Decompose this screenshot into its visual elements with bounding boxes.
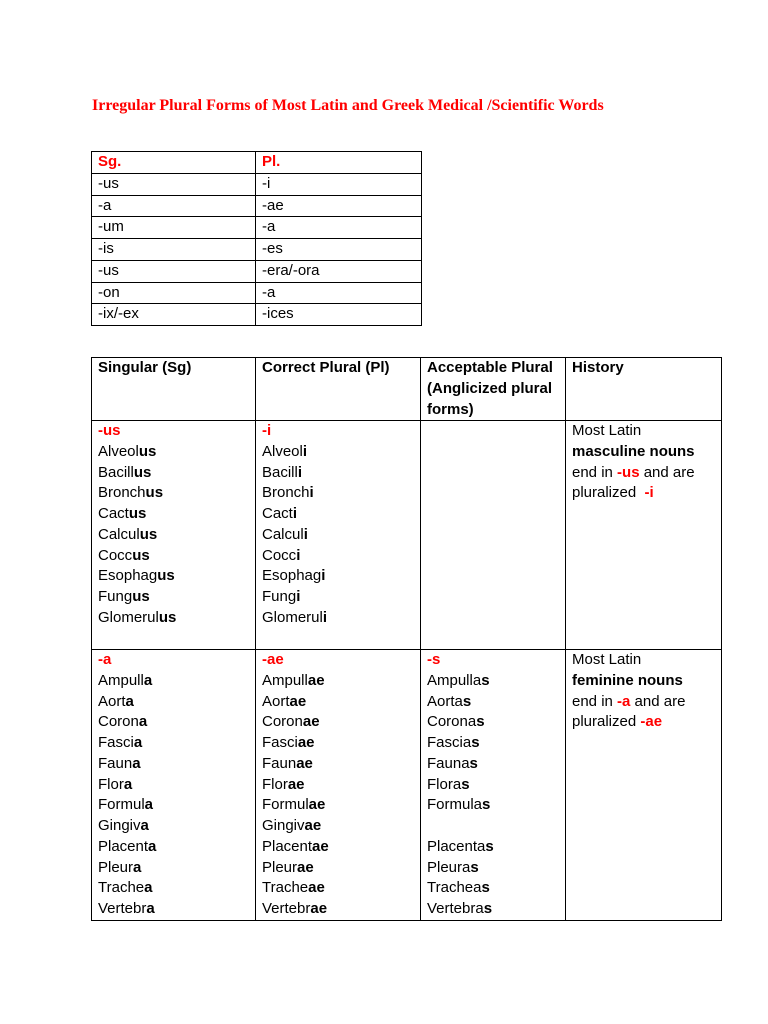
word-ending: i [302, 442, 308, 460]
page-title: Irregular Plural Forms of Most Latin and Greek Medical /Scientific Words [92, 97, 604, 114]
history-text: and are [639, 463, 695, 481]
word-stem: Coron [98, 713, 139, 731]
suffix-singular-cell: -us [92, 174, 256, 196]
correct-plural-word [262, 463, 416, 484]
acceptable-plural-word [427, 483, 561, 504]
header-history: History [566, 358, 722, 421]
word-ending: us [145, 484, 164, 502]
word-stem: Placenta [427, 837, 486, 855]
singular-word [98, 795, 251, 816]
word-ending: s [482, 796, 491, 814]
history-text: Most Latin [572, 422, 642, 439]
singular-column [92, 650, 256, 921]
word-ending: i [296, 546, 301, 564]
acceptable-plural-word [427, 775, 561, 796]
singular-ending: -a [98, 651, 112, 668]
word-stem: Esophag [262, 567, 322, 585]
correct-plural-word [262, 546, 416, 567]
singular-word [98, 442, 251, 463]
word-ending: s [481, 671, 490, 689]
word-ending: s [483, 900, 493, 917]
word-stem: Pleur [98, 858, 134, 876]
suffix-plural-cell: -ices [256, 304, 422, 326]
singular-word [98, 733, 251, 754]
acceptable-plural-column [421, 421, 566, 650]
singular-word [98, 692, 251, 713]
suffix-header-plural: Pl. [256, 152, 422, 174]
word-ending: a [123, 775, 133, 793]
word-stem: Flora [427, 775, 462, 793]
word-ending: a [125, 692, 134, 710]
suffix-singular-cell: -a [92, 196, 256, 218]
acceptable-plural-word [427, 878, 561, 899]
word-stem: Aort [262, 692, 290, 710]
word-ending: us [132, 546, 150, 564]
singular-word [98, 608, 251, 629]
word-ending: ae [304, 817, 322, 834]
correct-plural-word [262, 608, 416, 629]
singular-word [98, 587, 251, 608]
history-line [572, 712, 717, 733]
word-stem: Ampull [262, 671, 308, 689]
history-line [572, 692, 717, 713]
word-ending: i [297, 463, 303, 481]
word-stem: Gingiv [98, 817, 141, 834]
singular-word [98, 504, 251, 525]
correct-plural-word [262, 899, 416, 920]
singular-word [98, 837, 251, 858]
word-stem: Bacill [98, 463, 134, 481]
singular-word [98, 566, 251, 587]
word-stem: Flor [98, 775, 124, 793]
word-stem: Bacill [262, 463, 298, 481]
header-correct-plural: Correct Plural (Pl) [256, 358, 421, 421]
correct-plural-word [262, 692, 416, 713]
suffix-header-singular: Sg. [92, 152, 256, 174]
history-text: end in [572, 692, 618, 710]
history-text: end in [572, 463, 618, 481]
correct-plural-word [262, 566, 416, 587]
correct-plural-word [262, 483, 416, 504]
singular-word [98, 671, 251, 692]
word-stem: Ampulla [427, 671, 482, 689]
word-ending: us [138, 442, 157, 460]
history-text: pluralized [572, 484, 645, 502]
word-ending: s [470, 858, 479, 876]
acceptable-plural-word [427, 566, 561, 587]
suffix-plural-cell: -i [256, 174, 422, 196]
word-ending: s [461, 775, 470, 793]
word-ending: i [303, 525, 308, 543]
acceptable-plural-word [427, 733, 561, 754]
word-ending: us [128, 505, 147, 522]
word-ending: s [481, 879, 490, 897]
word-ending: s [485, 837, 494, 855]
singular-word [98, 899, 251, 920]
suffix-singular-cell: -um [92, 217, 256, 239]
word-ending: i [321, 567, 326, 585]
history-column [566, 421, 722, 650]
acceptable-plural-word [427, 546, 561, 567]
correct-plural-word [262, 816, 416, 837]
history-line [572, 671, 717, 692]
word-ending: ae [302, 713, 320, 731]
singular-word [98, 816, 251, 837]
word-ending: s [462, 692, 472, 710]
word-ending: i [322, 608, 328, 626]
word-stem: Formul [262, 796, 309, 814]
acceptable-plural-word [427, 712, 561, 733]
history-line [572, 421, 717, 442]
acceptable-plural-word [427, 795, 561, 816]
suffix-singular-cell: -on [92, 283, 256, 305]
singular-column [92, 421, 256, 650]
word-stem: Cact [262, 505, 293, 522]
acceptable-plural-word [427, 525, 561, 546]
singular-word [98, 754, 251, 775]
history-line [572, 463, 717, 484]
word-ending: s [476, 713, 485, 731]
word-stem: Trache [98, 879, 145, 897]
correct-plural-word [262, 775, 416, 796]
singular-word [98, 775, 251, 796]
history-text: Most Latin [572, 651, 642, 668]
singular-word [98, 546, 251, 567]
word-stem: Aorta [427, 692, 463, 710]
suffix-plural-cell: -ae [256, 196, 422, 218]
word-stem: Alveol [262, 442, 303, 460]
correct-plural-ending: -ae [262, 651, 284, 668]
word-stem: Fascia [427, 734, 472, 751]
header-acceptable-plural: Acceptable Plural (Anglicized plural forms) [421, 358, 566, 421]
word-stem: Pleur [262, 858, 298, 876]
word-stem: Fauna [427, 754, 470, 772]
word-stem: Esophag [98, 567, 158, 585]
correct-plural-word [262, 858, 416, 879]
word-ending: i [292, 505, 298, 522]
word-stem: Cocc [262, 546, 297, 564]
acceptable-plural-word [427, 816, 561, 837]
word-stem: Cact [98, 505, 129, 522]
word-stem: Pleura [427, 858, 471, 876]
history-ending-highlight: -ae [640, 713, 663, 731]
suffix-plural-cell: -era/-ora [256, 261, 422, 283]
word-ending: i [309, 484, 314, 502]
plural-forms-table [91, 357, 722, 921]
word-stem: Gingiv [262, 817, 305, 834]
word-ending: a [144, 796, 154, 814]
singular-word [98, 878, 251, 899]
acceptable-plural-ending: -s [427, 651, 441, 668]
word-ending: a [146, 900, 155, 917]
word-ending: a [138, 713, 148, 731]
word-stem: Coron [262, 713, 303, 731]
correct-plural-word [262, 525, 416, 546]
word-stem: Calcul [98, 525, 140, 543]
word-stem: Corona [427, 713, 477, 731]
word-stem: Fasci [98, 734, 134, 751]
word-ending: ae [307, 671, 325, 689]
word-ending: us [133, 463, 152, 481]
acceptable-plural-word [427, 837, 561, 858]
word-stem: Bronch [98, 484, 146, 502]
word-stem: Faun [98, 754, 133, 772]
history-ending-highlight: -us [617, 463, 640, 481]
history-column [566, 650, 722, 921]
word-stem: Aort [98, 692, 126, 710]
word-stem: Trache [262, 879, 309, 897]
correct-plural-word [262, 587, 416, 608]
word-ending: ae [308, 796, 326, 814]
suffix-singular-cell: -ix/-ex [92, 304, 256, 326]
word-ending: a [143, 671, 153, 689]
word-ending: ae [297, 858, 314, 876]
word-stem: Fasci [262, 734, 298, 751]
singular-word [98, 858, 251, 879]
history-line [572, 650, 717, 671]
word-stem: Faun [262, 754, 297, 772]
acceptable-plural-word [427, 858, 561, 879]
word-stem: Placent [98, 837, 149, 855]
header-singular: Singular (Sg) [92, 358, 256, 421]
word-stem: Calcul [262, 525, 304, 543]
word-ending: us [132, 588, 150, 605]
word-ending: a [133, 858, 142, 876]
singular-word [98, 712, 251, 733]
singular-ending: -us [98, 422, 121, 439]
word-ending: s [469, 754, 478, 772]
correct-plural-word [262, 671, 416, 692]
word-stem: Glomerul [262, 608, 323, 626]
acceptable-plural-word [427, 504, 561, 525]
correct-plural-word [262, 878, 416, 899]
acceptable-plural-word [427, 463, 561, 484]
word-stem: Formula [427, 796, 483, 814]
singular-word [98, 525, 251, 546]
acceptable-plural-word [427, 671, 561, 692]
word-stem: Alveol [98, 442, 139, 460]
word-ending: ae [287, 775, 305, 793]
correct-plural-word [262, 795, 416, 816]
history-text: and are [630, 692, 686, 710]
correct-plural-ending: -i [262, 422, 272, 439]
word-ending: a [140, 817, 149, 834]
word-stem: Ampull [98, 671, 144, 689]
word-stem: Vertebr [98, 900, 147, 917]
word-ending: ae [297, 734, 315, 751]
word-ending: a [132, 754, 141, 772]
singular-word [98, 483, 251, 504]
word-stem: Vertebra [427, 900, 484, 917]
suffix-plural-cell: -es [256, 239, 422, 261]
word-stem: Cocc [98, 546, 133, 564]
acceptable-plural-column [421, 650, 566, 921]
word-stem: Vertebr [262, 900, 311, 917]
word-stem: Placent [262, 837, 313, 855]
word-stem: Glomerul [98, 608, 159, 626]
history-line [572, 442, 717, 463]
word-ending: us [158, 608, 177, 626]
suffix-plural-cell: -a [256, 283, 422, 305]
acceptable-plural-word [427, 692, 561, 713]
acceptable-plural-word [427, 442, 561, 463]
word-stem: Formul [98, 796, 145, 814]
acceptable-plural-word [427, 899, 561, 920]
correct-plural-word [262, 754, 416, 775]
acceptable-plural-ending [427, 421, 561, 442]
word-ending: ae [312, 837, 329, 855]
word-ending: us [139, 525, 158, 543]
word-stem: Fung [98, 588, 133, 605]
word-ending: a [133, 734, 143, 751]
correct-plural-column [256, 650, 421, 921]
word-ending: s [471, 734, 480, 751]
history-line [572, 483, 717, 504]
word-ending: i [296, 588, 301, 605]
acceptable-plural-word [427, 608, 561, 629]
word-stem: Trachea [427, 879, 482, 897]
correct-plural-word [262, 712, 416, 733]
history-text: pluralized [572, 713, 641, 731]
word-stem: Bronch [262, 484, 310, 502]
singular-word [98, 463, 251, 484]
word-ending: a [144, 879, 153, 897]
suffix-singular-cell: -is [92, 239, 256, 261]
correct-plural-word [262, 442, 416, 463]
suffix-table [91, 151, 422, 326]
word-ending: us [157, 567, 175, 585]
correct-plural-word [262, 733, 416, 754]
word-ending: a [148, 837, 157, 855]
history-ending-highlight: -i [644, 484, 654, 502]
word-ending: ae [296, 754, 313, 772]
correct-plural-column [256, 421, 421, 650]
word-ending: ae [310, 900, 328, 917]
word-stem: Flor [262, 775, 288, 793]
history-ending-highlight: -a [617, 692, 631, 710]
history-text: feminine nouns [572, 671, 683, 689]
correct-plural-word [262, 837, 416, 858]
history-text: masculine nouns [572, 442, 695, 460]
suffix-singular-cell: -us [92, 261, 256, 283]
word-ending: ae [289, 692, 307, 710]
word-ending: ae [308, 879, 325, 897]
word-stem: Fung [262, 588, 297, 605]
suffix-plural-cell: -a [256, 217, 422, 239]
correct-plural-word [262, 504, 416, 525]
acceptable-plural-word [427, 754, 561, 775]
acceptable-plural-word [427, 587, 561, 608]
